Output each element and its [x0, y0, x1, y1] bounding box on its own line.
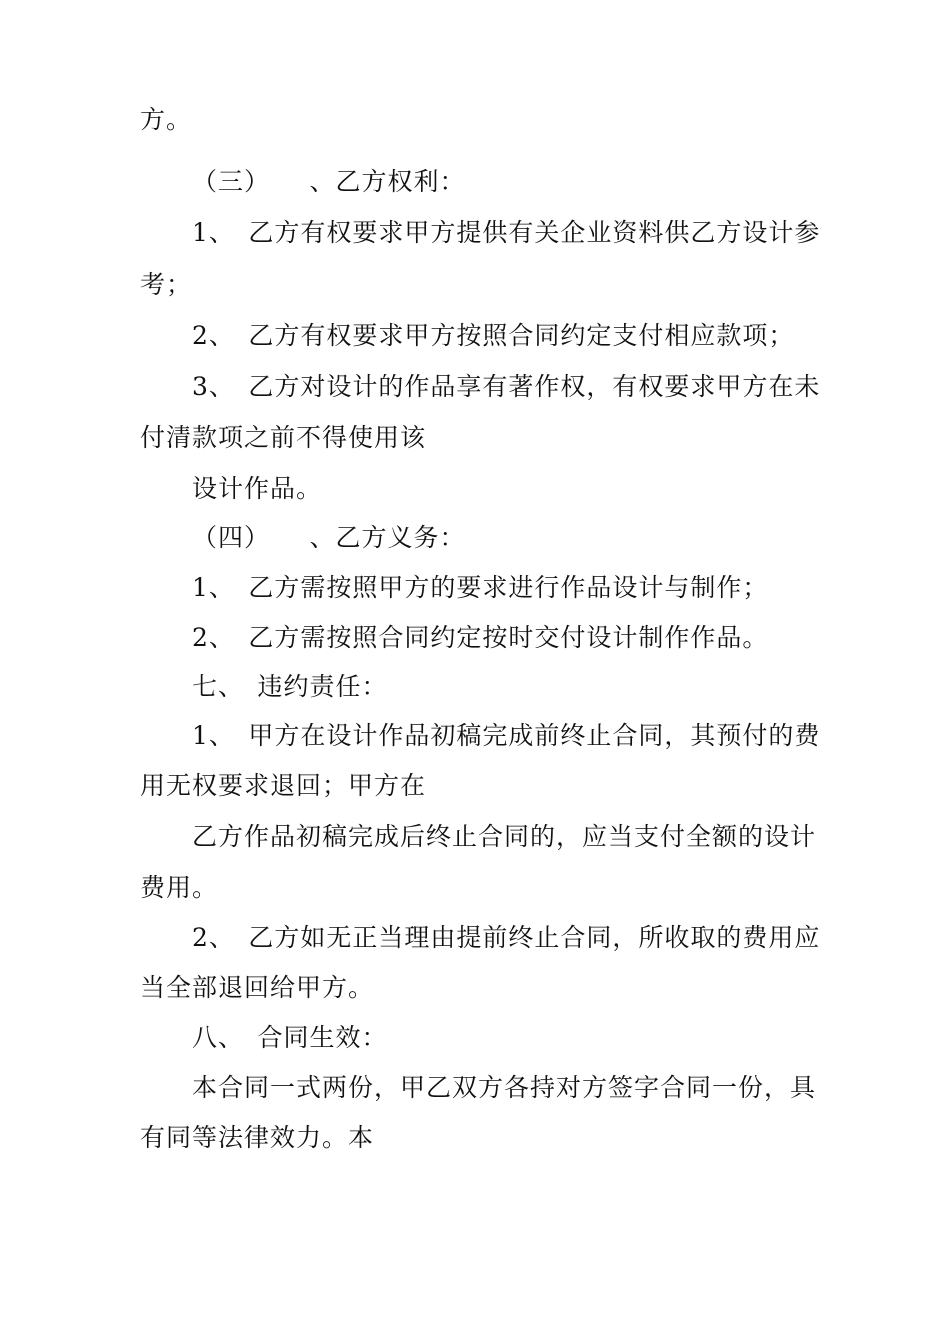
text-line: 3、 乙方对设计的作品享有著作权，有权要求甲方在未 — [192, 372, 821, 401]
section-heading: 八、 合同生效： — [192, 1023, 388, 1052]
text-line: 付清款项之前不得使用该 — [140, 423, 427, 452]
text-line: 1、 乙方有权要求甲方提供有关企业资料供乙方设计参 — [192, 218, 821, 247]
text-line: 方。 — [140, 105, 193, 134]
text-line: 2、 乙方有权要求甲方按照合同约定支付相应款项； — [192, 321, 795, 350]
text-line: 乙方作品初稿完成后终止合同的，应当支付全额的设计 — [192, 822, 817, 851]
section-heading: （四） 、乙方义务： — [192, 523, 466, 552]
text-line: 考； — [140, 270, 193, 299]
text-line: 费用。 — [140, 873, 219, 902]
text-line: 设计作品。 — [192, 474, 323, 503]
text-line: 本合同一式两份，甲乙双方各持对方签字合同一份，具 — [192, 1073, 817, 1102]
section-heading: （三） 、乙方权利： — [192, 167, 466, 196]
text-line: 用无权要求退回；甲方在 — [140, 771, 427, 800]
text-line: 1、 乙方需按照甲方的要求进行作品设计与制作； — [192, 573, 769, 602]
text-line: 当全部退回给甲方。 — [140, 973, 375, 1002]
text-line: 有同等法律效力。本 — [140, 1123, 375, 1152]
text-line: 1、 甲方在设计作品初稿完成前终止合同，其预付的费 — [192, 721, 821, 750]
text-line: 2、 乙方如无正当理由提前终止合同，所收取的费用应 — [192, 923, 821, 952]
section-heading: 七、 违约责任： — [192, 672, 388, 701]
text-line: 2、 乙方需按照合同约定按时交付设计制作作品。 — [192, 623, 769, 652]
